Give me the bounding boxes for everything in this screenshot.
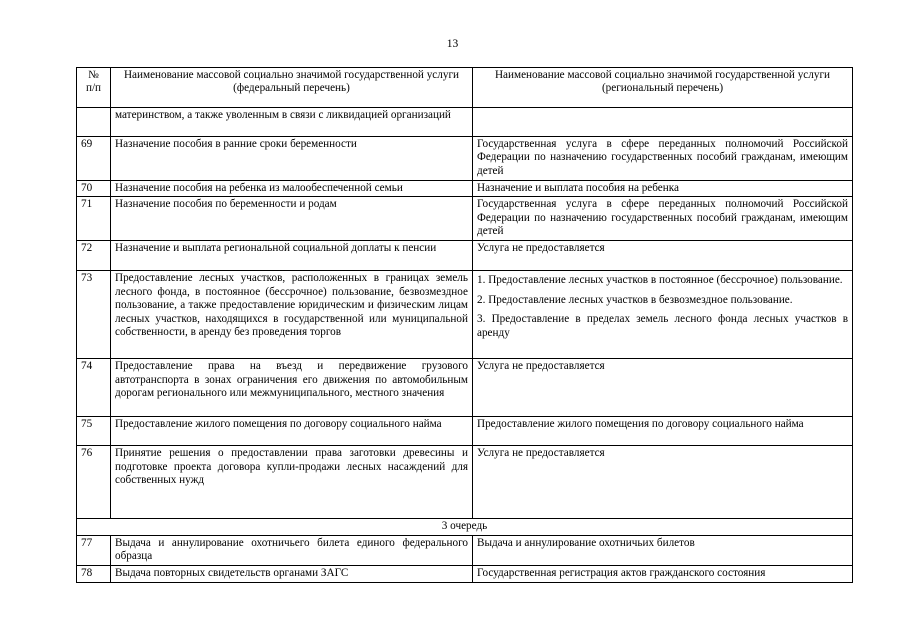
row-federal: Назначение пособия на ребенка из малообеспеченной семьи: [111, 181, 473, 197]
table-row: [77, 535, 853, 565]
table-row: [77, 137, 853, 181]
header-num: № п/п: [77, 68, 111, 108]
table-row: [77, 565, 853, 582]
row-num: 71: [77, 197, 111, 241]
row-regional: [473, 108, 853, 137]
row-regional: Выдача и аннулирование охотничьих билетов: [473, 535, 853, 565]
row-federal: Принятие решения о предоставлении права заготовки древесины и подготовке проекта договора купли-продажи лесных насаждений для собственных нужд: [111, 446, 473, 519]
row-regional: Государственная регистрация актов гражданского состояния: [473, 565, 853, 582]
table-row: [77, 108, 853, 137]
table-header-row: [77, 68, 853, 108]
row-num: 77: [77, 535, 111, 565]
row-regional: Предоставление жилого помещения по договору социального найма: [473, 417, 853, 446]
header-federal: Наименование массовой социально значимой государственной услуги (федеральный перечень): [111, 68, 473, 108]
row-regional: Государственная услуга в сфере переданных полномочий Российской Федерации по назначению государственных пособий гражданам, имеющим детей: [473, 197, 853, 241]
row-num: 72: [77, 241, 111, 271]
row-federal: Предоставление права на въезд и передвижение грузового автотранспорта в зонах ограничения его движения по автомобильным дорогам регионального или межмуниципального, местного значения: [111, 359, 473, 417]
table-row: [77, 181, 853, 197]
table-row: [77, 359, 853, 417]
row-num: 75: [77, 417, 111, 446]
services-table: [76, 67, 853, 583]
table-row: [77, 197, 853, 241]
row-regional: Назначение и выплата пособия на ребенка: [473, 181, 853, 197]
row-federal: Выдача и аннулирование охотничьего билета единого федерального образца: [111, 535, 473, 565]
table-row: [77, 241, 853, 271]
row-num: 78: [77, 565, 111, 582]
page-number: 13: [446, 38, 459, 50]
section-row: [77, 519, 853, 535]
row-num: [77, 108, 111, 137]
regional-item: 3. Предоставление в пределах земель лесного фонда лесных участков в аренду: [477, 313, 848, 339]
table-row: [77, 417, 853, 446]
table-row: [77, 446, 853, 519]
row-regional: Государственная услуга в сфере переданных полномочий Российской Федерации по назначению государственных пособий гражданам, имеющим детей: [473, 137, 853, 181]
regional-item: 2. Предоставление лесных участков в безвозмездное пользование.: [477, 293, 793, 306]
row-federal: Предоставление жилого помещения по договору социального найма: [111, 417, 473, 446]
row-regional: Услуга не предоставляется: [473, 446, 853, 519]
row-federal: Предоставление лесных участков, расположенных в границах земель лесного фонда, в постоянное (бессрочное) пользование, безвозмездное пользование, а также предоставление юридическим и физическим лицам лесных участков, находящихся в государственной или муниципальной собственности, в аренду без проведения торгов: [111, 271, 473, 359]
row-federal: материнством, а также уволенным в связи с ликвидацией организаций: [111, 108, 473, 137]
row-regional: Услуга не предоставляется: [473, 359, 853, 417]
row-federal: Назначение пособия в ранние сроки беременности: [111, 137, 473, 181]
section-title: 3 очередь: [77, 519, 853, 535]
row-num: 74: [77, 359, 111, 417]
row-num: 69: [77, 137, 111, 181]
row-num: 70: [77, 181, 111, 197]
row-federal: Назначение и выплата региональной социальной доплаты к пенсии: [111, 241, 473, 271]
row-federal: Выдача повторных свидетельств органами ЗАГС: [111, 565, 473, 582]
row-num: 73: [77, 271, 111, 359]
header-regional: Наименование массовой социально значимой государственной услуги (региональный перечень): [473, 68, 853, 108]
row-num: 76: [77, 446, 111, 519]
row-federal: Назначение пособия по беременности и родам: [111, 197, 473, 241]
regional-item: 1. Предоставление лесных участков в постоянное (бессрочное) пользование.: [477, 274, 843, 287]
table-row: [77, 271, 853, 359]
row-regional: [473, 271, 853, 359]
row-regional: Услуга не предоставляется: [473, 241, 853, 271]
